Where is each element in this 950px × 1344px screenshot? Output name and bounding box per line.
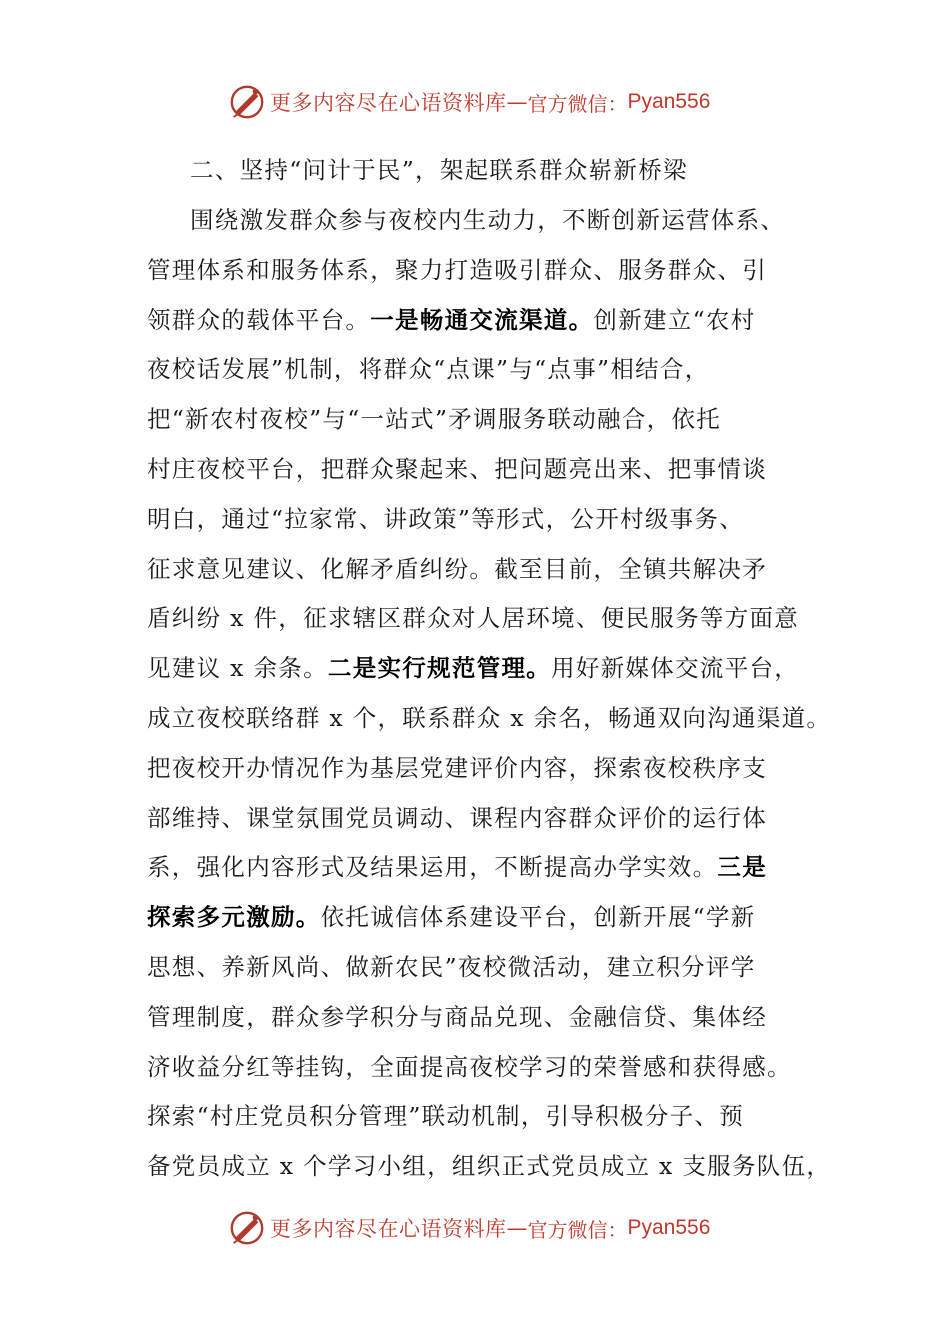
paragraph-line [190, 205, 785, 235]
paragraph-line [147, 952, 756, 982]
paragraph-line [147, 653, 799, 683]
text-segment: 村庄夜校平台，把群众聚起来、把问题亮出来、把事情谈 [147, 455, 767, 483]
text-segment: 把夜校开办情况作为基层党建评价内容，探索夜校秩序支 [147, 753, 767, 782]
text-segment: 济收益分红等挂钩，全面提高夜校学习的荣誉感和获得感。 [147, 1052, 792, 1081]
text-segment: 创新建立“农村 [593, 305, 756, 334]
paragraph-line [147, 354, 710, 384]
bold-lead-phrase: 三是 [717, 853, 768, 882]
watermark-brand-text: 更多内容尽在心语资料库 [270, 1217, 507, 1241]
text-segment: 系，强化内容形式及结果运用，不断提高办学实效。 [147, 853, 718, 882]
paragraph-line [147, 902, 756, 932]
watermark-wechat-id: Pyan556 [627, 90, 711, 113]
text-segment: 思想、养新风尚、做新农民”夜校微活动，建立积分评学 [147, 953, 756, 981]
text-segment: 探索“村庄党员积分管理”联动机制，引导积极分子、预 [147, 1102, 745, 1131]
paragraph-line [147, 404, 721, 434]
paragraph-line [147, 703, 831, 733]
text-segment: 夜校话发展”机制，将群众“点课”与“点事”相结合， [147, 355, 710, 384]
text-segment: 征求意见建议、化解矛盾纠纷。截至目前，全镇共解决矛 [147, 554, 767, 583]
watermark-dash: — [506, 90, 528, 114]
paragraph-line [147, 753, 767, 783]
text-segment: 明白，通过“拉家常、讲政策”等形式，公开村级事务、 [147, 504, 745, 533]
text-segment: 盾纠纷 x 件，征求辖区群众对人居环境、便民服务等方面意 [147, 604, 800, 633]
watermark-banner-top [228, 82, 710, 122]
pen-logo-icon [228, 83, 266, 121]
watermark-wechat-id: Pyan556 [627, 1216, 711, 1239]
text-segment: 管理体系和服务体系，聚力打造吸引群众、服务群众、引 [147, 255, 767, 284]
paragraph-line [147, 504, 744, 534]
paragraph-line [147, 255, 767, 285]
text-segment: 把“新农村夜校”与“一站式”矛调服务联动融合，依托 [147, 405, 722, 434]
watermark-wechat-label: 官方微信： [527, 1217, 628, 1242]
text-segment: 管理制度，群众参学积分与商品兑现、金融信贷、集体经 [147, 1002, 767, 1031]
paragraph-line [147, 305, 756, 335]
paragraph-line [147, 603, 799, 633]
text-segment: 见建议 x 余条。 [147, 654, 328, 683]
section-heading: 二、坚持“问计于民”，架起联系群众崭新桥梁 [190, 156, 688, 184]
text-segment: 备党员成立 x 个学习小组，组织正式党员成立 x 支服务队伍， [147, 1152, 832, 1181]
text-segment: 围绕激发群众参与夜校内生动力，不断创新运营体系、 [190, 206, 786, 234]
paragraph-line [147, 803, 767, 833]
text-segment: 依托诚信体系建设平台，创新开展“学新 [320, 903, 756, 932]
text-segment: 成立夜校联络群 x 个，联系群众 x 余名，畅通双向沟通渠道。 [147, 704, 832, 732]
pen-logo-icon [228, 1209, 266, 1247]
bold-lead-phrase: 探索多元激励。 [147, 903, 321, 932]
paragraph-line [147, 554, 767, 584]
text-segment: 部维持、课堂氛围党员调动、课程内容群众评价的运行体 [147, 803, 767, 832]
watermark-banner-bottom [228, 1208, 710, 1248]
watermark-dash: — [506, 1216, 528, 1240]
watermark-wechat-label: 官方微信： [527, 91, 628, 116]
text-segment: 领群众的载体平台。 [147, 305, 371, 334]
paragraph-line [147, 852, 767, 882]
watermark-brand-text: 更多内容尽在心语资料库 [270, 91, 507, 115]
paragraph-line [147, 1002, 767, 1032]
bold-lead-phrase: 二是实行规范管理。 [327, 654, 552, 683]
bold-lead-phrase: 一是畅通交流渠道。 [370, 305, 594, 334]
paragraph-line [147, 1151, 831, 1181]
paragraph-line [147, 1101, 744, 1131]
paragraph-line [147, 1052, 792, 1082]
text-segment: 用好新媒体交流平台， [551, 654, 800, 683]
paragraph-line [147, 454, 767, 484]
